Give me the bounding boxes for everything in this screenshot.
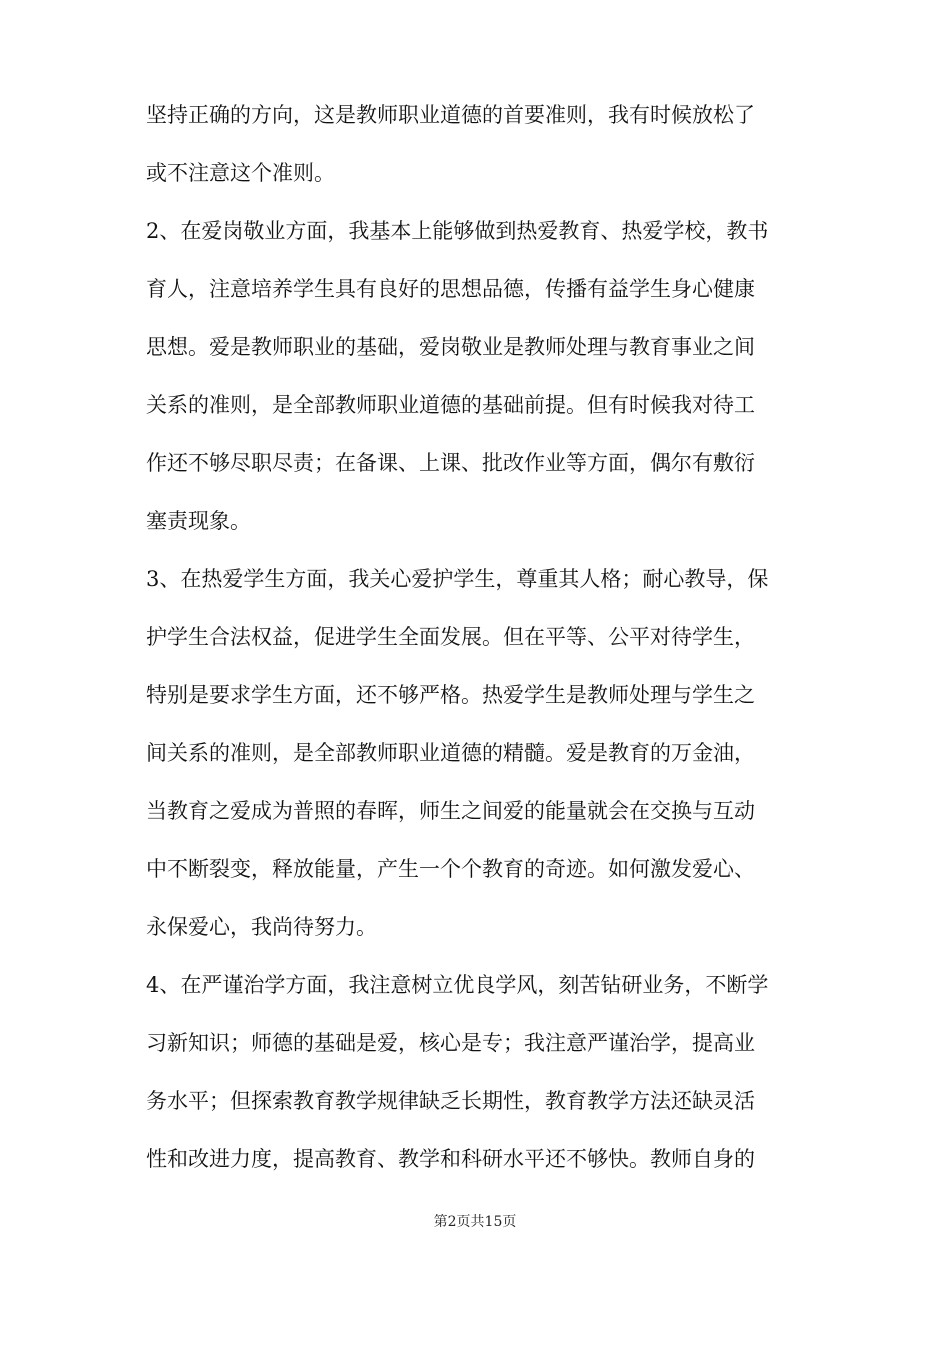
text-line: 中不断裂变，释放能量，产生一个个教育的奇迹。如何激发爱心、	[146, 857, 755, 881]
text-line: 4、在严谨治学方面，我注意树立优良学风，刻苦钻研业务，不断学	[146, 973, 769, 997]
text-line: 永保爱心，我尚待努力。	[146, 915, 377, 939]
text-line: 务水平；但探索教育教学规律缺乏长期性，教育教学方法还缺灵活	[146, 1089, 755, 1113]
text-line: 特别是要求学生方面，还不够严格。热爱学生是教师处理与学生之	[146, 683, 755, 707]
text-line: 3、在热爱学生方面，我关心爱护学生，尊重其人格；耐心教导，保	[146, 567, 769, 591]
text-line: 习新知识；师德的基础是爱，核心是专；我注意严谨治学，提高业	[146, 1031, 755, 1055]
text-line: 关系的准则，是全部教师职业道德的基础前提。但有时候我对待工	[146, 393, 755, 417]
page-number-footer: 第2页共15页	[433, 1214, 517, 1230]
document-body	[146, 86, 811, 1188]
text-line: 当教育之爱成为普照的春晖，师生之间爱的能量就会在交换与互动	[146, 799, 755, 823]
text-line: 2、在爱岗敬业方面，我基本上能够做到热爱教育、热爱学校，教书	[146, 219, 769, 243]
text-line: 育人，注意培养学生具有良好的思想品德，传播有益学生身心健康	[146, 277, 755, 301]
text-line: 作还不够尽职尽责；在备课、上课、批改作业等方面，偶尔有敷衍	[146, 451, 755, 475]
text-line: 或不注意这个准则。	[146, 161, 335, 185]
text-line: 坚持正确的方向，这是教师职业道德的首要准则，我有时候放松了	[146, 103, 755, 127]
text-line: 间关系的准则，是全部教师职业道德的精髓。爱是教育的万金油，	[146, 741, 755, 765]
text-line: 护学生合法权益，促进学生全面发展。但在平等、公平对待学生，	[146, 625, 755, 649]
text-line: 塞责现象。	[146, 509, 251, 533]
text-line: 性和改进力度，提高教育、教学和科研水平还不够快。教师自身的	[146, 1147, 755, 1171]
text-line: 思想。爱是教师职业的基础，爱岗敬业是教师处理与教育事业之间	[146, 335, 755, 359]
